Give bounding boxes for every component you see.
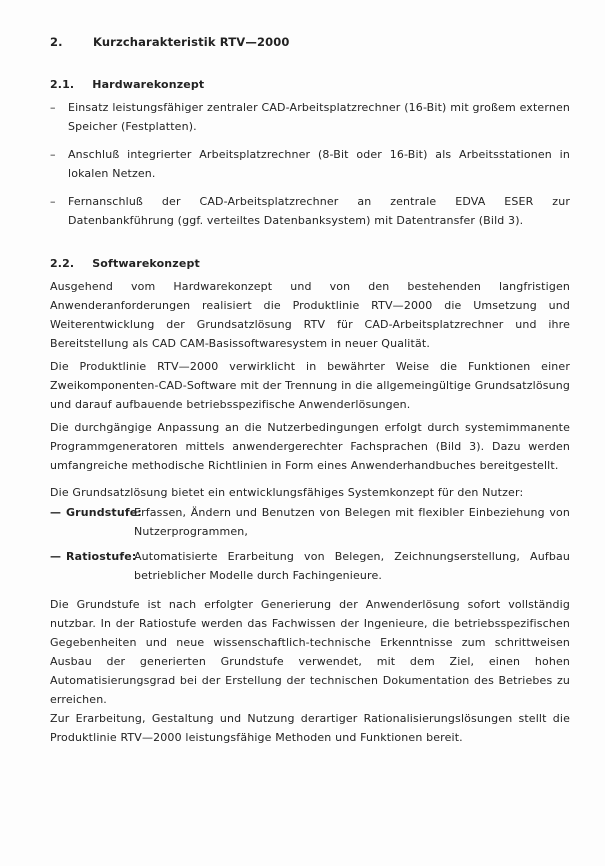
bullet-dash: – bbox=[50, 101, 56, 114]
hardware-heading bbox=[50, 75, 204, 94]
section-number: 2. bbox=[50, 35, 63, 49]
definition-grundstufe bbox=[50, 503, 570, 541]
hardware-bullet-list bbox=[50, 98, 570, 230]
software-heading bbox=[50, 254, 200, 273]
definition-text: Erfassen, Ändern und Benutzen von Belegen mit flexibler Einbeziehung von Nutzerprogrammen, bbox=[134, 506, 570, 538]
definition-term: Ratiostufe: bbox=[66, 550, 137, 563]
paragraph: Die durchgängige Anpassung an die Nutzerbedingungen erfolgt durch systemimmanente Programmgeneratoren mittels anwendergerechter Fachsprachen (Bild 3). Dazu werden umfangreiche methodische Richtlinien in Form eines Anwenderhandbuches bereitgestellt. bbox=[50, 421, 570, 472]
section-heading bbox=[50, 33, 290, 52]
closing-paragraphs bbox=[50, 595, 570, 751]
paragraph: Die Grundstufe ist nach erfolgter Generierung der Anwenderlösung sofort vollständig nutzbar. In der Ratiostufe werden das Fachwissen der Ingenieure, die betriebsspezifischen Gegebenheiten und neue wissenschaftlich-technische Erkenntnisse zum schrittweisen Ausbau der generierten Grundstufe verwendet, mit dem Ziel, einen hohen Automatisierungsgrad bei der Erstellung der technischen Dokumentation des Betriebes zu erreichen. bbox=[50, 598, 570, 706]
hardware-number: 2.1. bbox=[50, 78, 75, 91]
paragraph: Zur Erarbeitung, Gestaltung und Nutzung derartiger Rationalisierungslösungen stellt die Produktlinie RTV—2000 leistungsfähige Methoden und Funktionen bereit. bbox=[50, 712, 570, 744]
software-title: Softwarekonzept bbox=[92, 257, 200, 270]
paragraph: Die Grundsatzlösung bietet ein entwicklungsfähiges Systemkonzept für den Nutzer: bbox=[50, 486, 524, 499]
definition-term: Grundstufe: bbox=[66, 506, 142, 519]
definition-dash: — bbox=[50, 550, 62, 563]
section-title: Kurzcharakteristik RTV—2000 bbox=[92, 35, 290, 49]
paragraph: Die Produktlinie RTV—2000 verwirklicht in bewährter Weise die Funktionen einer Zweikomponenten-CAD-Software mit der Trennung in die allgemeingültige Grundsatzlösung und darauf aufbauende betriebsspezifische Anwenderlösungen. bbox=[50, 360, 570, 411]
software-paragraphs bbox=[50, 277, 570, 506]
hardware-title: Hardwarekonzept bbox=[92, 78, 205, 91]
list-item bbox=[50, 145, 570, 183]
definition-text: Automatisierte Erarbeitung von Belegen, Zeichnungserstellung, Aufbau betrieblicher Modelle durch Fachingenieure. bbox=[134, 550, 570, 582]
bullet-text: Fernanschluß der CAD-Arbeitsplatzrechner an zentrale EDVA ESER zur Datenbankführung (ggf. verteiltes Datenbanksystem) mit Datentransfer (Bild 3). bbox=[68, 195, 570, 227]
paragraph: Ausgehend vom Hardwarekonzept und von den bestehenden langfristigen Anwenderanforderungen realisiert die Produktlinie RTV—2000 die Umsetzung und Weiterentwicklung der Grundsatzlösung RTV für CAD-Arbeitsplatzrechner und ihre Bereitstellung als CAD CAM-Basissoftwaresystem in neuer Qualität. bbox=[50, 280, 570, 350]
bullet-dash: – bbox=[50, 195, 56, 208]
bullet-text: Anschluß integrierter Arbeitsplatzrechner (8-Bit oder 16-Bit) als Arbeitsstationen in lokalen Netzen. bbox=[68, 148, 570, 180]
definition-ratiostufe bbox=[50, 547, 570, 585]
software-number: 2.2. bbox=[50, 257, 75, 270]
list-item bbox=[50, 192, 570, 230]
bullet-dash: – bbox=[50, 148, 56, 161]
bullet-text: Einsatz leistungsfähiger zentraler CAD-Arbeitsplatzrechner (16-Bit) mit großem externen Speicher (Festplatten). bbox=[68, 101, 570, 133]
list-item bbox=[50, 98, 570, 136]
definition-dash: — bbox=[50, 506, 62, 519]
